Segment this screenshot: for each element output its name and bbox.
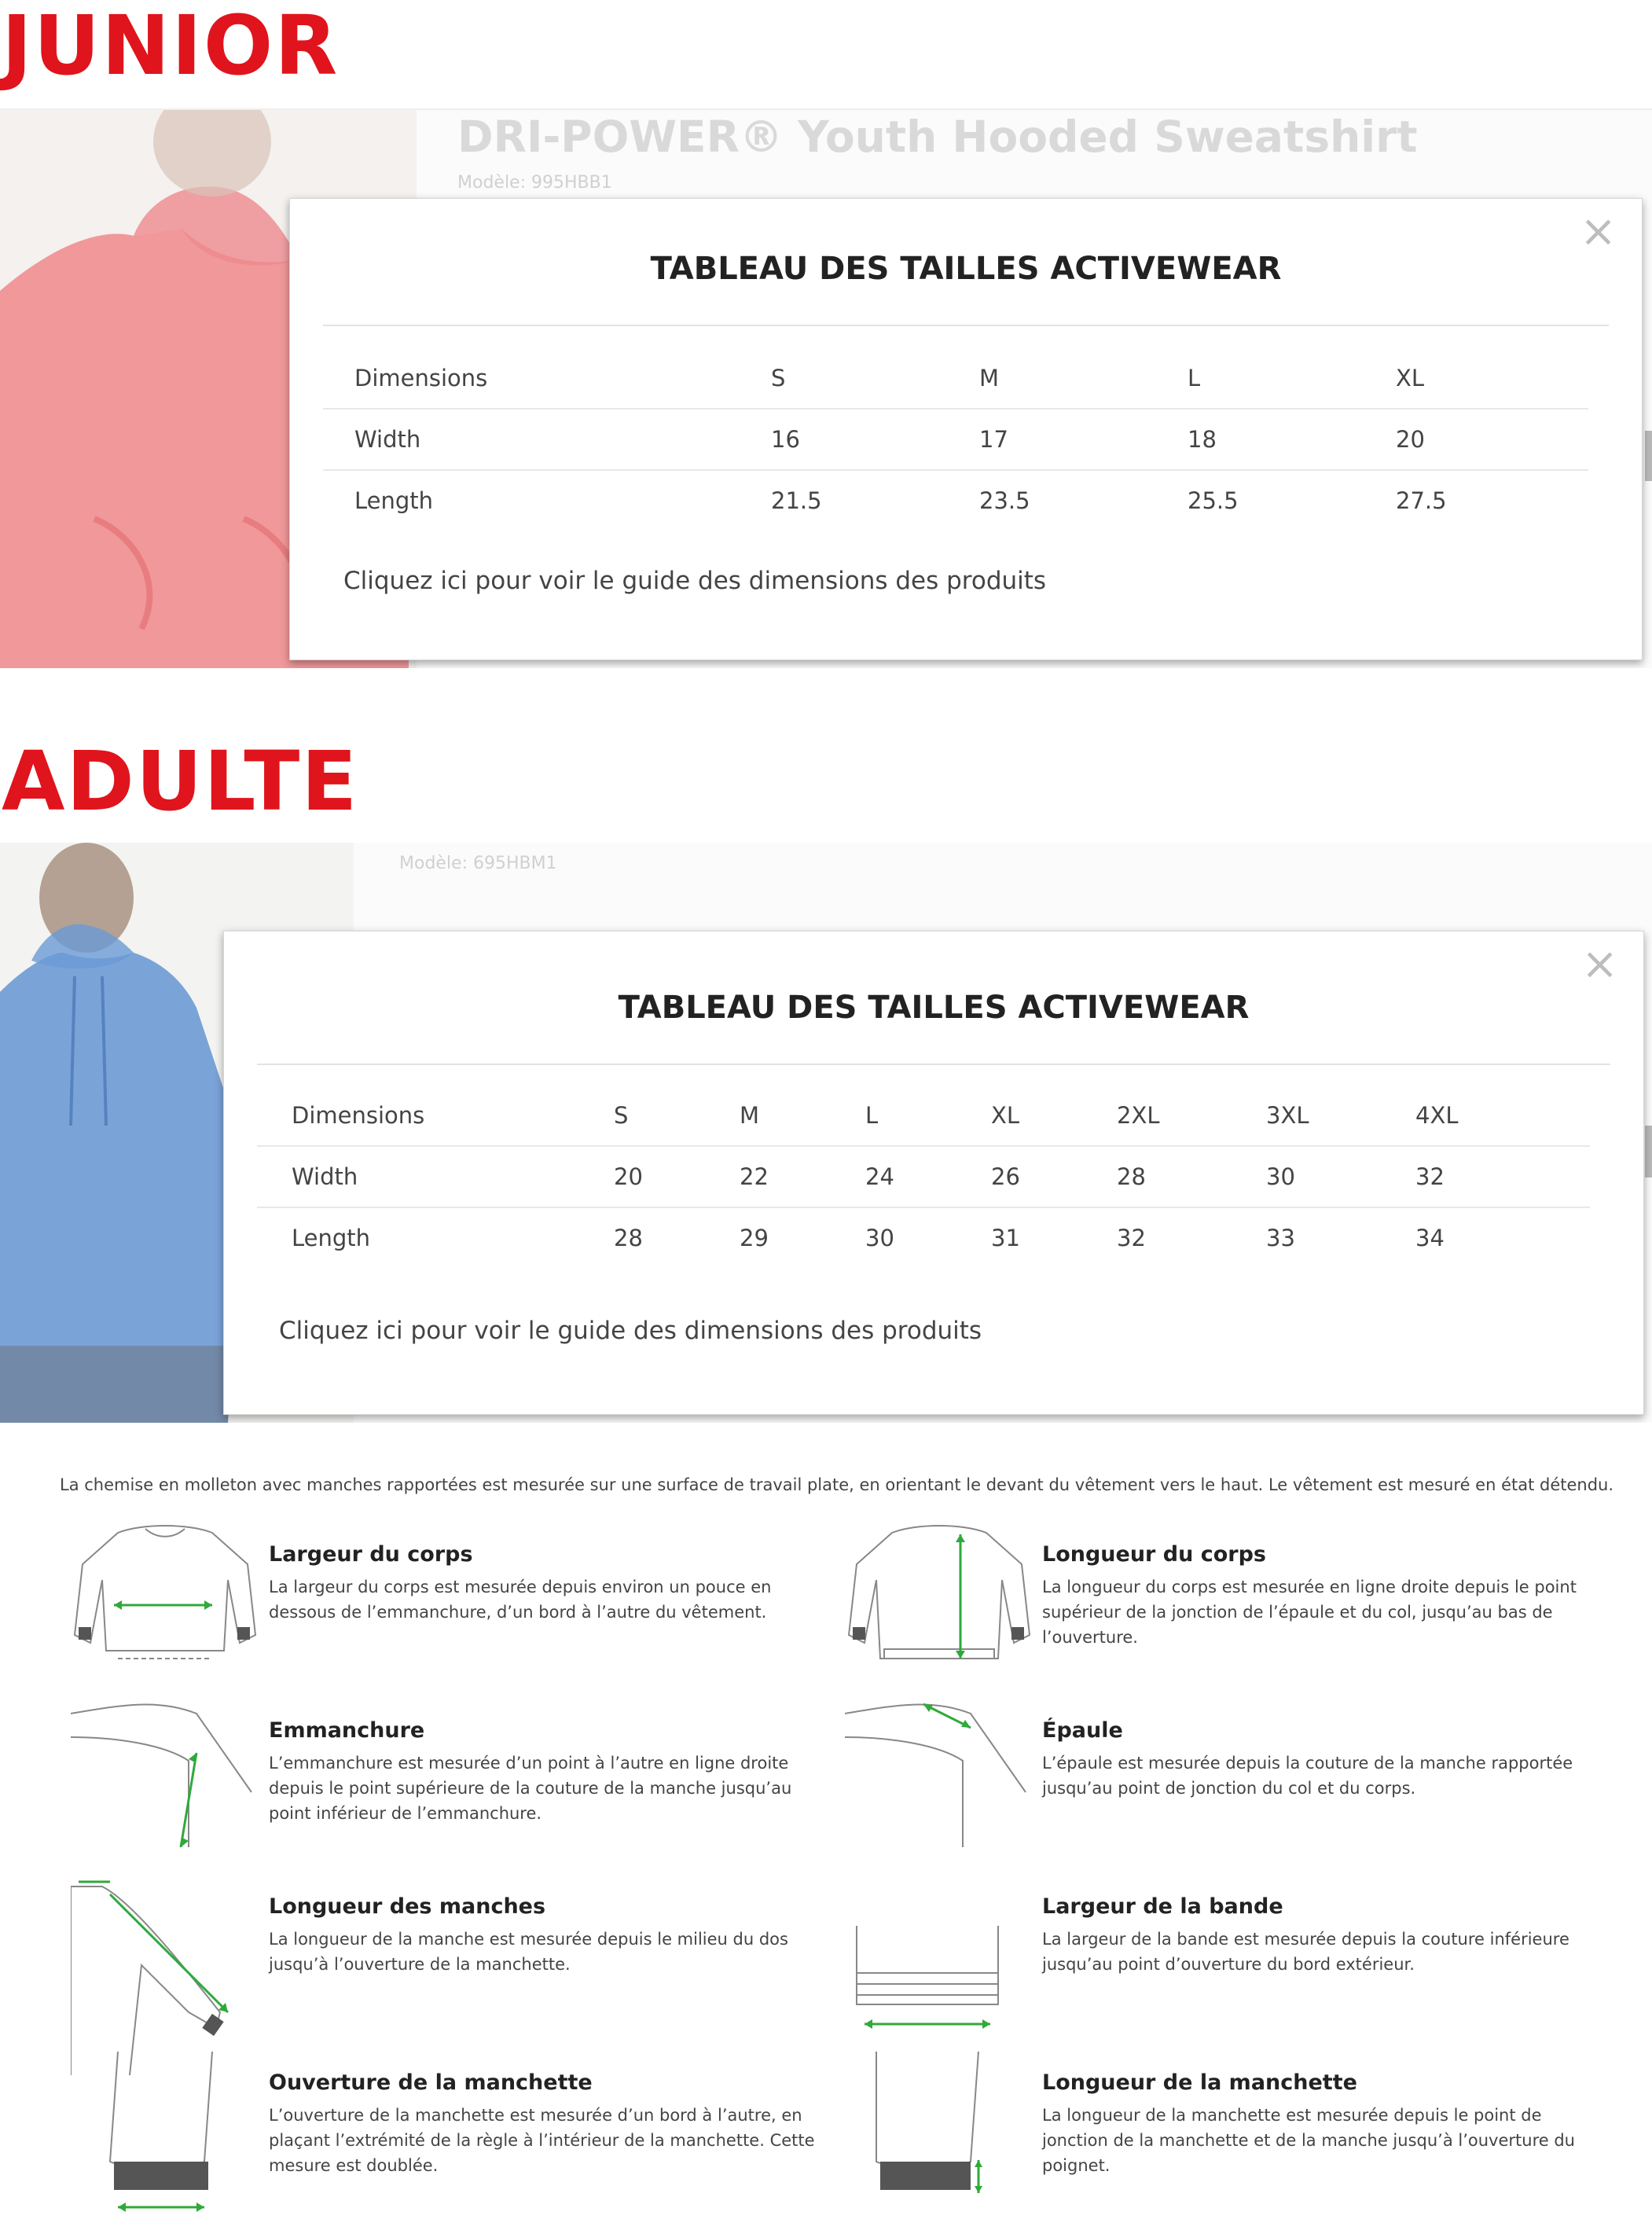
body-length-diagram-icon [845,1517,1033,1674]
junior-screenshot-panel [0,108,1652,668]
size-guide-link[interactable]: Cliquez ici pour voir le guide des dimensions des produits [343,567,1047,595]
table-cell: 20 [1396,409,1588,470]
scroll-indicator [1645,1126,1652,1177]
table-header-row [323,348,1588,409]
table-header-cell: 2XL [1117,1086,1266,1146]
table-cell: 26 [991,1146,1117,1207]
table-row [257,1207,1590,1268]
table-header-cell: Dimensions [323,348,771,409]
measure-title: Épaule [1042,1718,1123,1743]
measure-shoulder [1042,1718,1592,1801]
measure-band-width [1042,1894,1592,1977]
table-header-cell: M [740,1086,865,1146]
table-cell: 33 [1266,1225,1295,1251]
measure-description: L’ouverture de la manchette est mesurée d’un bord à l’autre, en plaçant l’extrémité de la règle à l’intérieur de la manchette. Cette mesure est doublée. [269,2106,815,2175]
measure-description: L’épaule est mesurée depuis la couture de la manche rapportée jusqu’au point de jonction du col et du corps. [1042,1754,1573,1798]
table-header-cell: M [979,348,1188,409]
table-row [323,409,1588,470]
measure-description: La longueur de la manchette est mesurée depuis le point de jonction de la manchette et de la manche jusqu’à l’ouverture du poignet. [1042,2106,1575,2175]
shoulder-diagram-icon [845,1690,1033,1847]
table-cell: 16 [771,409,979,470]
table-header-cell: XL [991,1086,1117,1146]
measure-body-width [269,1542,819,1625]
modal-title: TABLEAU DES TAILLES ACTIVEWEAR [650,251,1282,287]
table-cell: 23.5 [979,487,1030,514]
close-icon[interactable]: × [1581,939,1618,990]
measure-title: Ouverture de la manchette [269,2070,593,2095]
measure-description: La largeur du corps est mesurée depuis environ un pouce en dessous de l’emmanchure, d’un bord à l’autre du vêtement. [269,1578,772,1622]
table-header-row [257,1086,1590,1146]
measure-cuff-length [1042,2070,1592,2178]
table-cell: 32 [1117,1225,1146,1251]
table-cell: 29 [740,1225,769,1251]
table-row [323,470,1588,531]
table-cell: 22 [740,1146,865,1207]
size-chart-modal [223,931,1644,1415]
table-cell: 31 [991,1225,1020,1251]
table-cell: 32 [1415,1146,1590,1207]
table-cell: 20 [614,1146,740,1207]
armhole-diagram-icon [71,1690,259,1847]
table-cell: 28 [614,1225,643,1251]
product-title: DRI-POWER® Youth Hooded Sweatshirt [457,112,1418,162]
measure-description: La largeur de la bande est mesurée depuis la couture inférieure jusqu’au point d’ouverture du bord extérieur. [1042,1930,1569,1974]
table-header-cell: L [1188,348,1396,409]
table-cell: 27.5 [1396,487,1447,514]
measure-title: Longueur du corps [1042,1542,1266,1567]
measure-body-length [1042,1542,1592,1650]
table-row [257,1146,1590,1207]
table-header-cell: 4XL [1415,1086,1590,1146]
size-chart-modal [289,198,1643,660]
table-header-cell: XL [1396,348,1588,409]
size-table [257,1086,1590,1268]
table-cell: 25.5 [1188,487,1239,514]
table-cell: Width [257,1146,614,1207]
scroll-indicator [1645,431,1652,481]
table-cell: Length [292,1225,371,1251]
measure-title: Largeur du corps [269,1542,473,1567]
cuff-length-diagram-icon [845,2052,1033,2217]
product-model: Modèle: 995HBB1 [457,173,612,193]
table-header-cell: Dimensions [257,1086,614,1146]
size-guide-link[interactable]: Cliquez ici pour voir le guide des dimensions des produits [279,1317,982,1345]
table-cell: 30 [1266,1146,1415,1207]
measurement-intro: La chemise en molleton avec manches rapportées est mesurée sur une surface de travail plate, en orientant le devant du vêtement vers le haut. Le vêtement est mesuré en état détendu. [60,1475,1614,1494]
table-cell: Length [354,487,434,514]
measure-title: Emmanchure [269,1718,425,1743]
product-model: Modèle: 695HBM1 [399,854,557,873]
table-header-cell: 3XL [1266,1086,1415,1146]
measure-title: Longueur des manches [269,1894,546,1919]
table-header-cell: S [771,348,979,409]
table-header-cell: L [865,1086,991,1146]
adult-heading: ADULTE [2,733,359,829]
junior-heading: JUNIOR [2,0,340,94]
measure-description: L’emmanchure est mesurée d’un point à l’autre en ligne droite depuis le point supérieure de la couture de la manche jusqu’au point inférieur de l’emmanchure. [269,1754,792,1823]
title-divider [257,1064,1610,1065]
table-cell: 24 [865,1146,991,1207]
size-table [323,348,1588,531]
table-cell: 18 [1188,409,1396,470]
title-divider [323,325,1609,326]
table-cell: 17 [979,409,1188,470]
measure-description: La longueur du corps est mesurée en ligne droite depuis le point supérieur de la jonction de l’épaule et du col, jusqu’au bas de l’ouverture. [1042,1578,1577,1647]
table-cell: 21.5 [771,487,822,514]
measure-sleeve-length [269,1894,819,1977]
modal-title: TABLEAU DES TAILLES ACTIVEWEAR [618,990,1250,1026]
table-cell: 30 [865,1225,894,1251]
table-cell: 28 [1117,1146,1266,1207]
measure-title: Longueur de la manchette [1042,2070,1357,2095]
table-cell: Width [323,409,771,470]
cuff-opening-diagram-icon [71,2052,259,2217]
measure-title: Largeur de la bande [1042,1894,1283,1919]
table-cell: 34 [1415,1225,1445,1251]
measure-description: La longueur de la manche est mesurée depuis le milieu du dos jusqu’à l’ouverture de la manchette. [269,1930,788,1974]
measure-cuff-opening [269,2070,819,2178]
measure-armhole [269,1718,819,1826]
table-header-cell: S [614,1086,740,1146]
adult-screenshot-panel [0,843,1652,1423]
body-width-diagram-icon [71,1517,259,1666]
close-icon[interactable]: × [1580,206,1617,257]
band-width-diagram-icon [845,1926,1033,2044]
